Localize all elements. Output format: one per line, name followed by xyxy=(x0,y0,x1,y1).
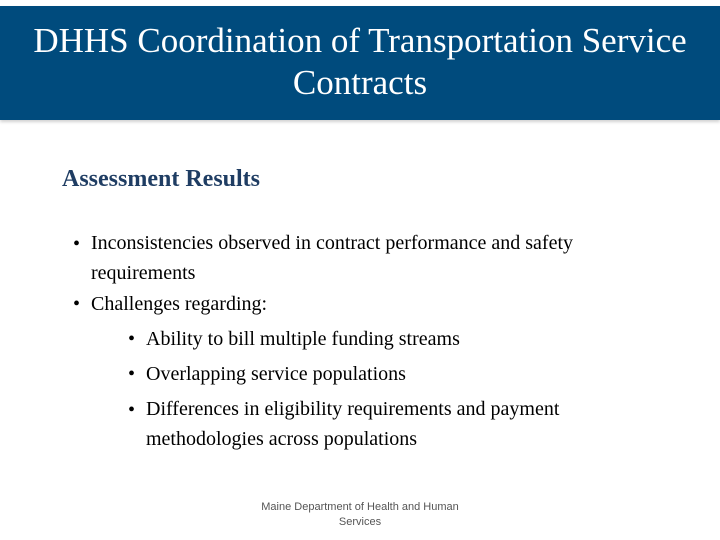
sub-bullet-marker: • xyxy=(128,328,136,350)
footer-line-2: Services xyxy=(338,516,382,528)
slide-title xyxy=(0,20,720,104)
sub-bullet-item xyxy=(128,358,648,391)
sub-bullet-item xyxy=(128,323,648,356)
bullet-text: Inconsistencies observed in contract performance and safety requirements xyxy=(91,232,574,284)
bullet-text: Challenges regarding: xyxy=(91,293,268,315)
slide-footer xyxy=(240,500,480,530)
bullet-item xyxy=(73,288,633,321)
sub-bullet-item xyxy=(128,394,568,454)
footer-line-1: Maine Department of Health and Human xyxy=(261,501,459,513)
slide-title-line-2: Contracts xyxy=(292,63,428,102)
sub-bullet-text: Ability to bill multiple funding streams xyxy=(146,328,460,350)
bullet-marker: • xyxy=(73,233,81,255)
bullet-item xyxy=(73,228,633,288)
sub-bullet-marker: • xyxy=(128,363,136,385)
slide-title-line-1: DHHS Coordination of Transportation Service xyxy=(33,21,687,60)
title-bar xyxy=(0,6,720,120)
bullet-marker: • xyxy=(73,293,81,315)
section-heading: Assessment Results xyxy=(62,166,260,192)
sub-bullet-text: Differences in eligibility requirements and payment methodologies across populations xyxy=(146,398,560,450)
sub-bullet-text: Overlapping service populations xyxy=(146,363,406,385)
sub-bullet-marker: • xyxy=(128,399,136,421)
